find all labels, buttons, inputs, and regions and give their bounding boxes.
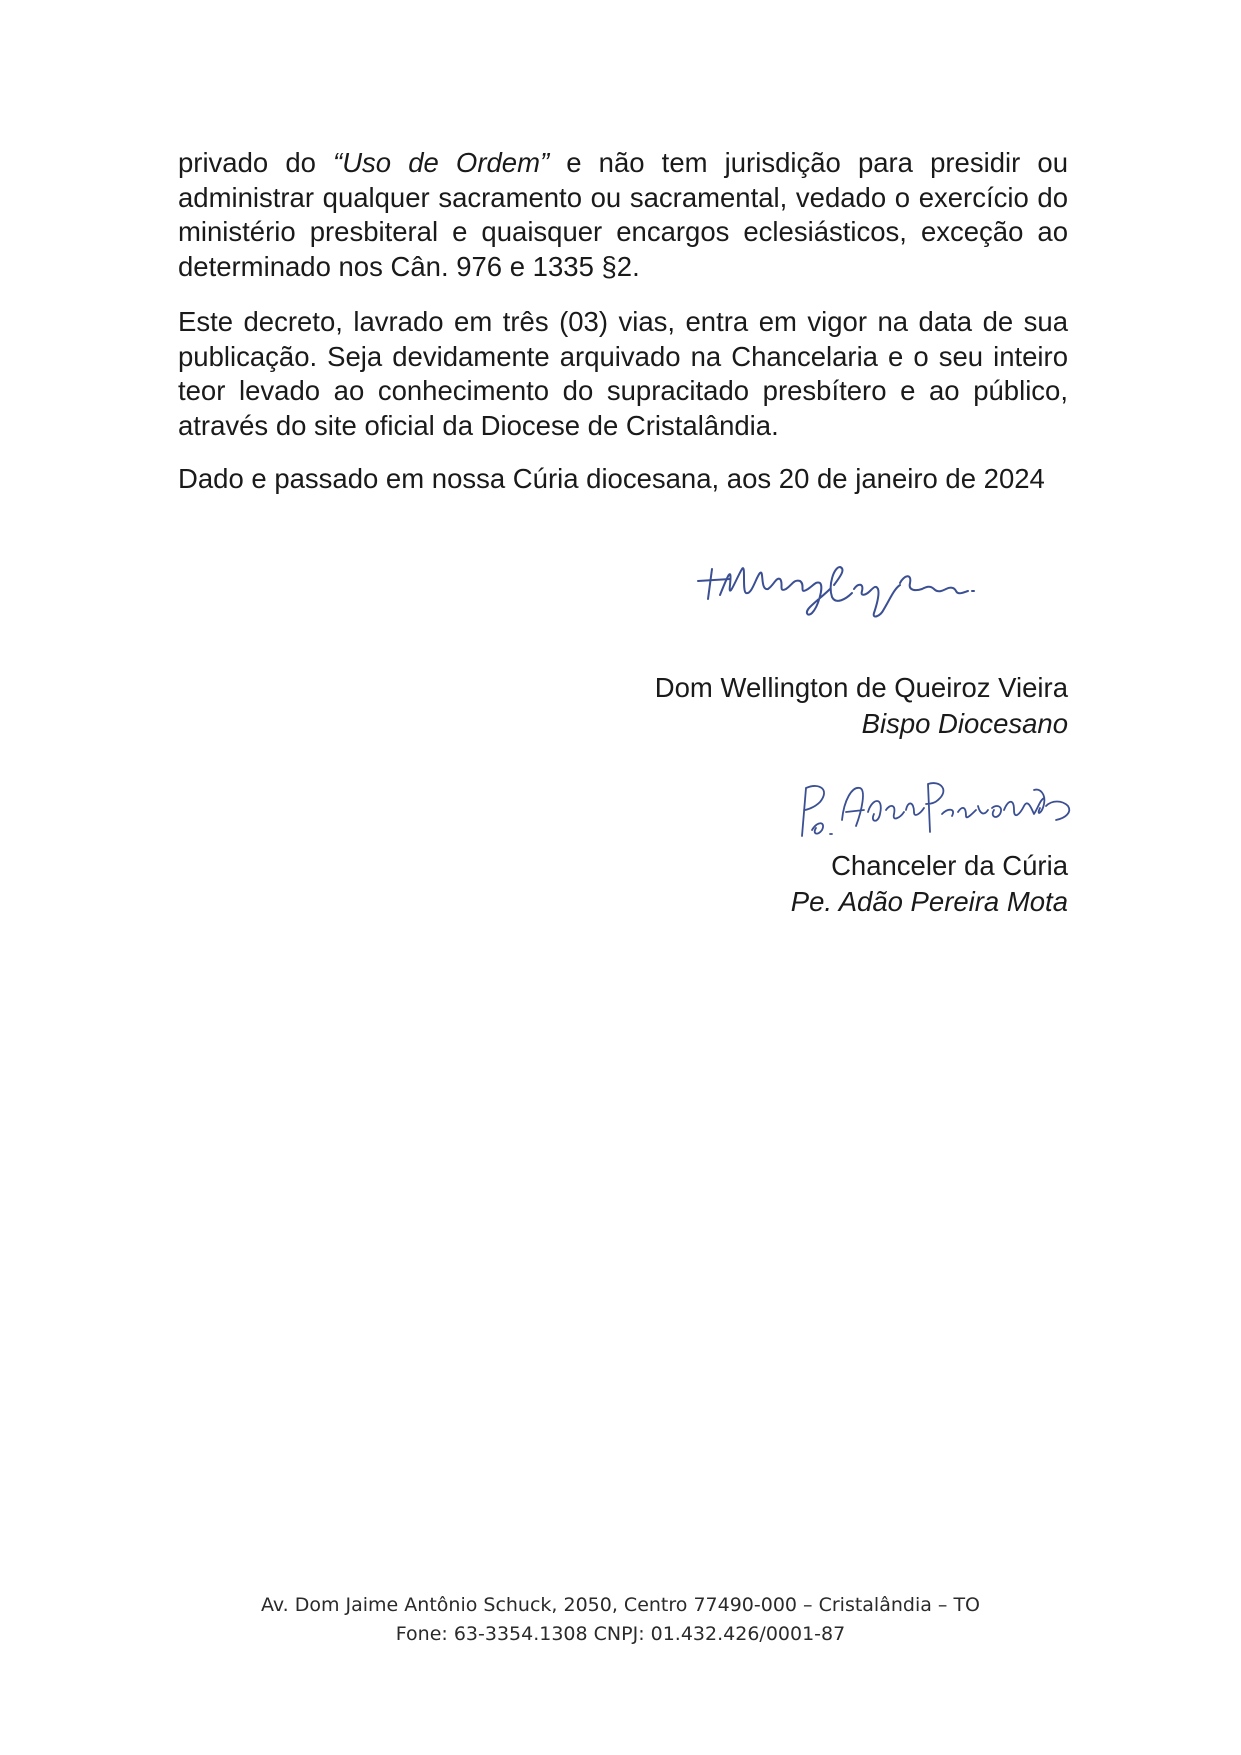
- uso-de-ordem-emphasis: “Uso de Ordem”: [333, 147, 550, 178]
- paragraph-date: Dado e passado em nossa Cúria diocesana, aos 20 de janeiro de 2024: [178, 463, 1045, 494]
- chancellor-signature: [790, 770, 1080, 848]
- bishop-signature-block: [655, 670, 1068, 742]
- paragraph-privation-lead: privado do: [178, 147, 334, 178]
- bishop-signature: [690, 555, 1070, 635]
- footer-contact: Fone: 63-3354.1308 CNPJ: 01.432.426/0001-87: [395, 1623, 846, 1645]
- chancellor-signature-block: [791, 848, 1068, 920]
- paragraph-privation: [178, 146, 1068, 284]
- footer-address: Av. Dom Jaime Antônio Schuck, 2050, Centro 77490-000 – Cristalândia – TO: [260, 1594, 981, 1616]
- bishop-title: Bispo Diocesano: [861, 708, 1068, 739]
- page-footer: [0, 1591, 1241, 1649]
- paragraph-privation-rest: e não tem jurisdição para presidir ou administrar qualquer sacramento ou sacramental, vedado o exercício do ministério presbiteral e quaisquer encargos eclesiásticos, exceção ao determinado nos Cân. 976 e 1335 §2.: [178, 147, 1068, 282]
- paragraph-decree-effect: Este decreto, lavrado em três (03) vias, entra em vigor na data de sua publicação. Seja devidamente arquivado na Chancelaria e o seu inteiro teor levado ao conhecimento do supracitado presbítero e ao público, através do site oficial da Diocese de Cristalândia.: [178, 306, 1068, 441]
- bishop-name: Dom Wellington de Queiroz Vieira: [654, 672, 1068, 703]
- chancellor-name: Pe. Adão Pereira Mota: [790, 886, 1068, 917]
- chancellor-role: Chanceler da Cúria: [831, 850, 1068, 881]
